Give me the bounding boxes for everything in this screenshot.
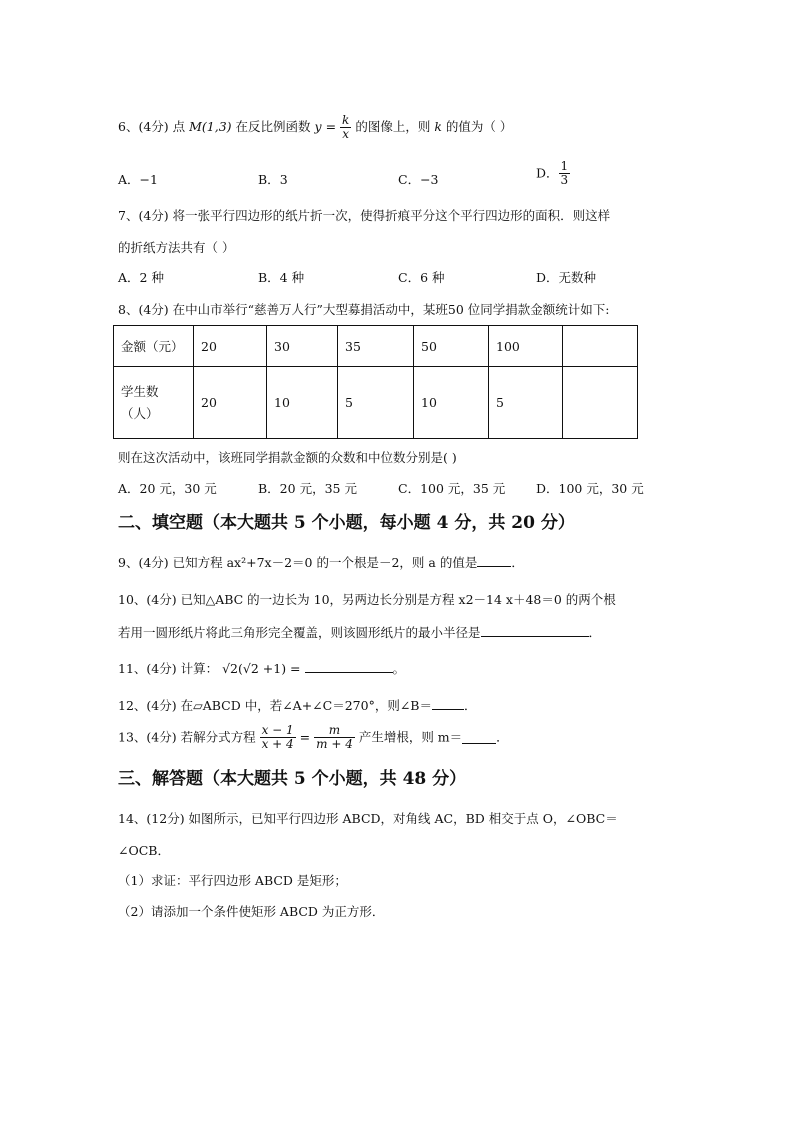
table-cell: 30 (267, 326, 338, 367)
q6-frac-den: x (342, 127, 350, 141)
answer-blank[interactable] (432, 697, 464, 710)
table-cell: 20 (194, 367, 267, 439)
q8-option-c: C．100 元，35 元 (398, 481, 506, 496)
q8-text: 8、(4分) 在中山市举行“慈善万人行”大型募捐活动中，某班50 位同学捐款金额统计如下: (118, 302, 610, 317)
table-header-amount: 金额（元） (114, 326, 194, 367)
q14-line2: ∠OCB． (118, 843, 170, 858)
table-cell: 10 (267, 367, 338, 439)
table-row-students (114, 367, 638, 439)
q7-option-c: C．6 种 (398, 270, 445, 285)
question-12: 12、(4分) 在▱ABCD 中，若∠A+∠C＝270°，则∠B＝ ． (118, 698, 477, 713)
q13-right-fraction: $\frac{m}{m + 4}$ (316, 723, 353, 751)
table-header-students: 学生数 （人） (114, 367, 194, 439)
question-13: 13、(4分) 若解分式方程 $\frac{x - 1}{x + 4}$ = $\frac{m}{m + 4}$ 产生增根，则 m＝ ． (118, 723, 509, 751)
q6-suffix-b: 的值为（ ） (445, 119, 513, 134)
answer-blank[interactable] (462, 731, 496, 744)
table-cell: 50 (414, 326, 489, 367)
q8-option-b: B．20 元，35 元 (258, 481, 357, 496)
q14-line1: 14、(12分) 如图所示，已知平行四边形 ABCD，对角线 AC，BD 相交于点 O，∠OBC＝ (118, 811, 618, 826)
q8-option-a: A．20 元，30 元 (118, 481, 217, 496)
section-heading-fill-blank: 二、填空题（本大题共 5 个小题，每小题 4 分，共 20 分） (118, 513, 575, 533)
q7-option-d: D．无数种 (536, 270, 597, 285)
question-11: 11、(4分) 计算： √2(√2 +1) = 。 (118, 661, 406, 676)
donation-table (113, 325, 638, 439)
q7-option-a: A．2 种 (118, 270, 164, 285)
q13-left-fraction: $\frac{x - 1}{x + 4}$ (261, 723, 294, 751)
q6-point: M(1,3) (189, 119, 232, 134)
q14-part2: （2）请添加一个条件使矩形 ABCD 为正方形． (118, 904, 385, 919)
q6-option-b: B．3 (258, 172, 288, 187)
q6-frac-num: k (342, 113, 350, 127)
table-cell: 10 (414, 367, 489, 439)
q6-var: k (434, 119, 442, 134)
q7-line1: 7、(4分) 将一张平行四边形的纸片折一次，使得折痕平分这个平行四边形的面积．则这样 (118, 208, 611, 223)
q6-prefix: 6、(4分) 点 (118, 119, 186, 134)
q8-question: 则在这次活动中，该班同学捐款金额的众数和中位数分别是( ) (118, 450, 457, 465)
question-6 (118, 114, 512, 141)
table-cell: 5 (338, 367, 414, 439)
q6-option-c: C．−3 (398, 172, 439, 187)
section-heading-solve: 三、解答题（本大题共 5 个小题，共 48 分） (118, 769, 467, 789)
table-cell: 100 (489, 326, 563, 367)
q10-line2: 若用一圆形纸片将此三角形完全覆盖，则该圆形纸片的最小半径是 ． (118, 625, 602, 640)
table-cell (563, 326, 638, 367)
q6-suffix-a: 的图像上，则 (355, 119, 431, 134)
q6-option-a: A．−1 (118, 172, 158, 187)
q7-line2: 的折纸方法共有（ ） (118, 240, 235, 255)
table-row-amount (114, 326, 638, 367)
q14-part1: （1）求证：平行四边形 ABCD 是矩形； (118, 873, 347, 888)
q6-mid: 在反比例函数 (235, 119, 311, 134)
table-cell: 5 (489, 367, 563, 439)
answer-blank[interactable] (305, 660, 393, 673)
answer-blank[interactable] (477, 554, 511, 567)
question-9: 9、(4分) 已知方程 ax²+7x－2＝0 的一个根是－2，则 a 的值是 ． (118, 555, 524, 570)
q10-line1: 10、(4分) 已知△ABC 的一边长为 10，另两边长分别是方程 x2－14 x＋48＝0 的两个根 (118, 592, 616, 607)
answer-blank[interactable] (481, 624, 589, 637)
q7-option-b: B．4 种 (258, 270, 305, 285)
q6-fraction (340, 114, 351, 141)
table-cell: 20 (194, 326, 267, 367)
q6-func-lhs: y = (314, 119, 337, 134)
q6-option-d: D． $\frac{1}{3}$ (536, 159, 569, 187)
table-cell: 35 (338, 326, 414, 367)
q11-expression: √2(√2 +1) = (222, 661, 301, 676)
q8-option-d: D．100 元，30 元 (536, 481, 644, 496)
table-cell (563, 367, 638, 439)
